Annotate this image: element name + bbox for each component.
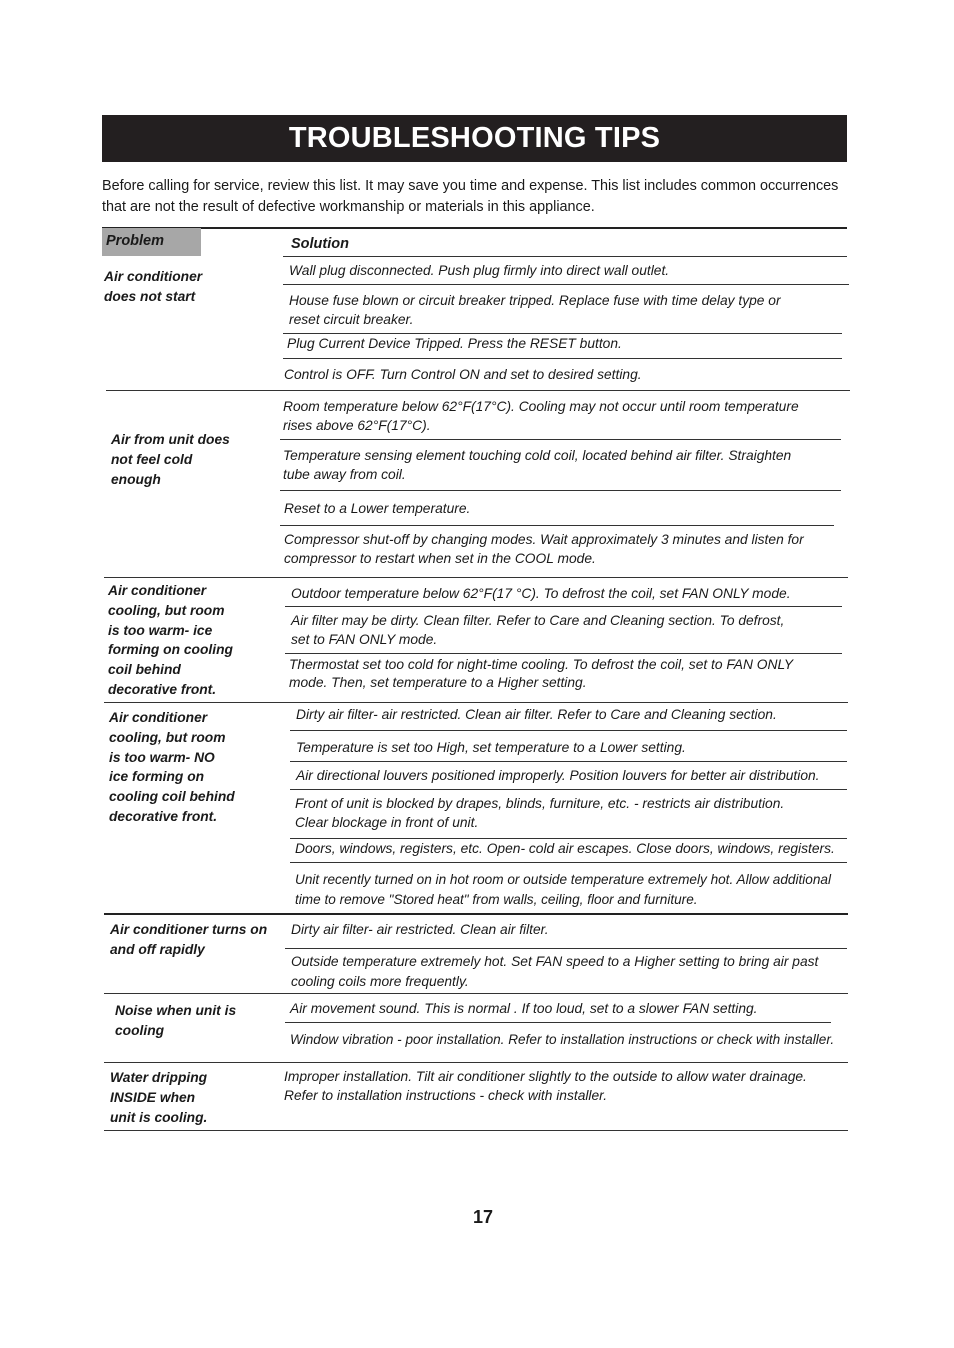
row-divider: [285, 653, 842, 654]
solution-text: Window vibration - poor installation. Refer to installation instructions or check with installer.: [290, 1032, 835, 1047]
solution-text: Reset to a Lower temperature.: [284, 501, 471, 516]
solution-text: Control is OFF. Turn Control ON and set to desired setting.: [284, 367, 642, 382]
section-divider: [104, 913, 848, 915]
page-title: TROUBLESHOOTING TIPS: [288, 122, 661, 154]
solution-text: Air filter may be dirty. Clean filter. Refer to Care and Cleaning section. To defrost, set to FAN ONLY mode.: [291, 613, 785, 647]
row-divider: [283, 358, 842, 359]
problem-text: Air conditioner cooling, but room is too warm- NO ice forming on cooling coil behind decorative front.: [109, 710, 235, 824]
section-divider: [106, 390, 850, 391]
solution-text: Outside temperature extremely hot. Set FAN speed to a Higher setting to bring air past cooling coils more frequently.: [291, 954, 819, 989]
solution-text: Air directional louvers positioned improperly. Position louvers for better air distribution.: [296, 768, 820, 783]
problem-text: Air conditioner cooling, but room is too warm- ice forming on cooling coil behind decorative front.: [108, 583, 233, 697]
row-divider: [290, 730, 847, 731]
problem-text: Water dripping INSIDE when unit is cooling.: [110, 1070, 208, 1125]
title-bar: [102, 115, 847, 162]
row-divider: [280, 439, 841, 440]
row-divider: [290, 862, 847, 863]
problem-text: Air conditioner turns on and off rapidly: [110, 922, 268, 957]
solution-text: Outdoor temperature below 62°F(17 °C). To defrost the coil, set FAN ONLY mode.: [291, 586, 791, 601]
row-divider: [280, 490, 841, 491]
row-divider: [290, 789, 847, 790]
section-divider: [104, 993, 848, 994]
solution-text: Thermostat set too cold for night-time cooling. To defrost the coil, set to FAN ONLY mode. Then, set temperature to a Higher setting.: [289, 657, 794, 690]
solution-text: House fuse blown or circuit breaker tripped. Replace fuse with time delay type or reset circuit breaker.: [289, 293, 781, 327]
table-bottom-rule: [104, 1130, 848, 1131]
solution-text: Dirty air filter- air restricted. Clean air filter.: [291, 922, 549, 937]
row-divider: [290, 761, 847, 762]
solution-text: Dirty air filter- air restricted. Clean air filter. Refer to Care and Cleaning section.: [296, 707, 777, 722]
solution-text: Wall plug disconnected. Push plug firmly into direct wall outlet.: [289, 263, 670, 278]
section-divider: [104, 1062, 848, 1063]
solution-text: Front of unit is blocked by drapes, blinds, furniture, etc. - restricts air distribution. Clear blockage in front of unit.: [295, 796, 785, 830]
section-divider: [104, 702, 848, 703]
header-rule: [283, 256, 847, 257]
row-divider: [285, 1022, 831, 1023]
solution-text: Temperature sensing element touching cold coil, located behind air filter. Straighten tube away from coil.: [283, 448, 792, 482]
intro-paragraph: Before calling for service, review this list. It may save you time and expense. This list includes common occurrences that are not the result of defective workmanship or materials in this appliance.: [102, 178, 839, 215]
row-divider: [285, 948, 847, 949]
solution-text: Doors, windows, registers, etc. Open- cold air escapes. Close doors, windows, registers.: [295, 841, 835, 856]
solution-text: Compressor shut-off by changing modes. Wait approximately 3 minutes and listen for compressor to restart when set in the COOL mode.: [284, 532, 804, 566]
solution-header: Solution: [291, 236, 349, 252]
table-top-rule: [102, 227, 847, 229]
row-divider: [285, 606, 842, 607]
page-number: 17: [472, 1207, 494, 1227]
solution-text: Improper installation. Tilt air conditioner slightly to the outside to allow water drainage. Refer to installation instructions - check with installer.: [284, 1069, 807, 1103]
problem-text: Air conditioner does not start: [104, 269, 203, 304]
solution-text: Temperature is set too High, set temperature to a Lower setting.: [296, 740, 686, 755]
solution-text: Air movement sound. This is normal . If too loud, set to a slower FAN setting.: [290, 1001, 758, 1016]
solution-text: Unit recently turned on in hot room or outside temperature extremely hot. Allow additional time to remove "Stored heat" from walls, ceiling, floor and furniture.: [295, 872, 831, 907]
problem-text: Air from unit does not feel cold enough: [111, 432, 230, 487]
row-divider: [283, 284, 849, 285]
problem-header: Problem: [106, 233, 165, 249]
problem-text: Noise when unit is cooling: [115, 1003, 237, 1038]
solution-text: Room temperature below 62°F(17°C). Cooling may not occur until room temperature rises above 62°F(17°C).: [283, 399, 799, 433]
solution-text: Plug Current Device Tripped. Press the RESET button.: [287, 336, 622, 351]
row-divider: [280, 525, 834, 526]
section-divider: [104, 577, 848, 578]
